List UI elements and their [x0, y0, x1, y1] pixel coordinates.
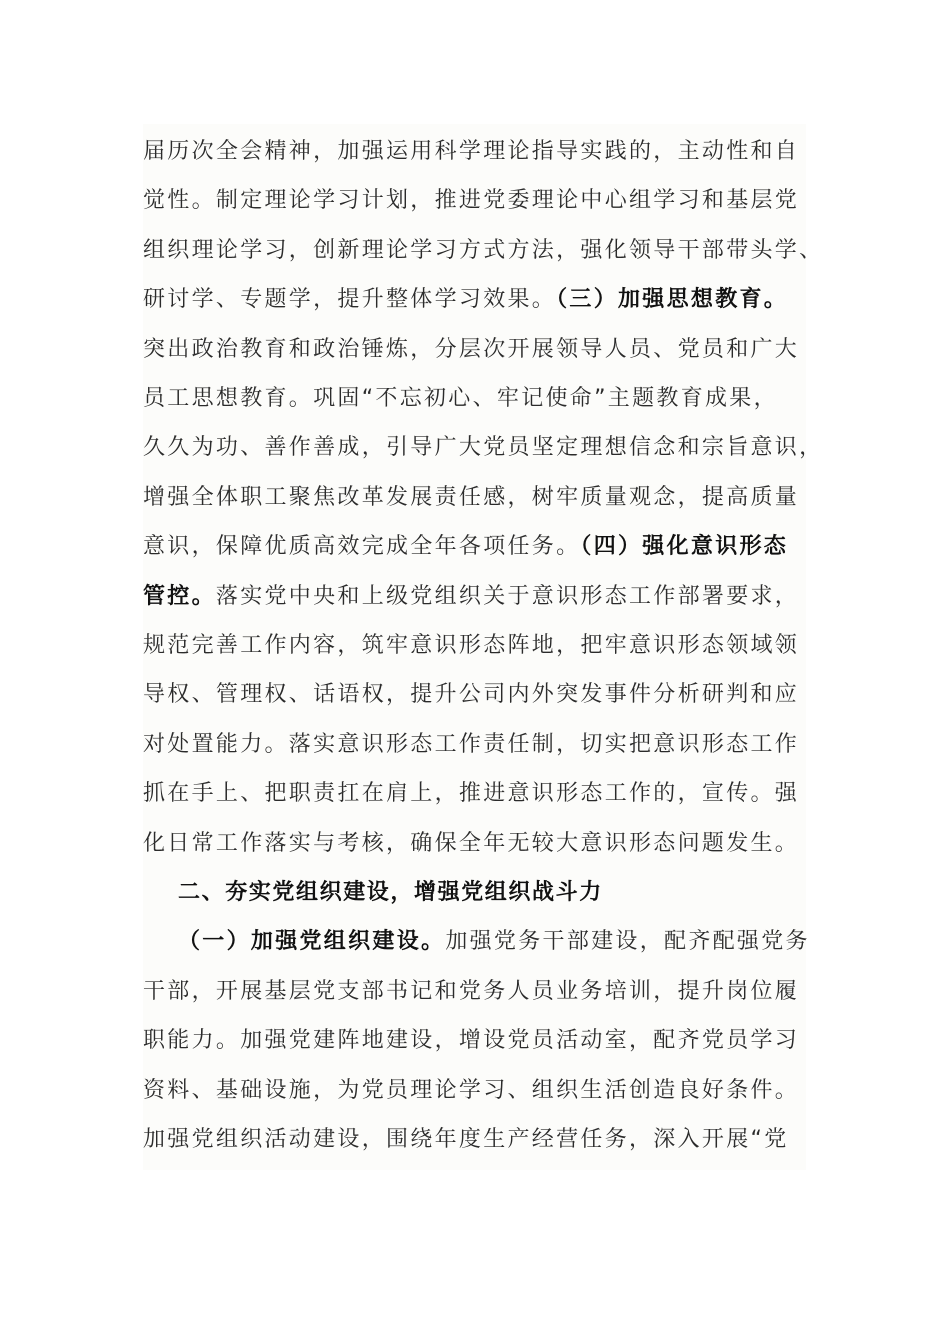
- text-run: 觉性。制定理论学习计划，推进党委理论中心组学习和基层党: [143, 188, 800, 214]
- paragraph-line: [178, 916, 810, 968]
- text-run: 届历次全会精神，加强运用科学理论指导实践的，主动性和自: [143, 139, 800, 164]
- text-run: 资料、基础设施，为党员理论学习、组织生活创造良好条件。: [143, 1077, 800, 1103]
- paragraph-line: [143, 669, 799, 721]
- text-run: 对处置能力。落实意识形态工作责任制，切实把意识形态工作: [143, 731, 800, 757]
- paragraph-line: [143, 571, 799, 623]
- text-run: 突出政治教育和政治锤炼，分层次开展领导人员、党员和广大: [143, 336, 800, 362]
- paragraph-line: [143, 1065, 799, 1117]
- bold-text-run: （一）加强党组织建设。: [178, 929, 446, 955]
- paragraph-line: [143, 175, 799, 227]
- bold-text-run: （四）强化意识形态: [580, 534, 789, 560]
- section-heading: [178, 867, 603, 919]
- text-run: 久久为功、善作善成，引导广大党员坚定理想信念和宗旨意识，: [143, 435, 824, 461]
- text-run: 员工思想教育。巩固“不忘初心、牢记使命”主题教育成果，: [143, 386, 778, 411]
- paragraph-line: [143, 274, 788, 326]
- paragraph-line: [143, 422, 823, 474]
- text-run: 职能力。加强党建阵地建设，增设党员活动室，配齐党员学习: [143, 1028, 800, 1054]
- paragraph-line: [143, 620, 799, 672]
- paragraph-line: [143, 1015, 799, 1067]
- paragraph-line: [143, 768, 799, 820]
- text-run: 抓在手上、把职责扛在肩上，推进意识形态工作的，宣传。强: [143, 781, 800, 807]
- text-run: 加强党务干部建设，配齐配强党务: [445, 929, 810, 955]
- paragraph-line: [143, 324, 799, 376]
- paragraph-line: [143, 818, 799, 870]
- paragraph-line: [143, 126, 799, 178]
- text-run: 增强全体职工聚焦改革发展责任感，树牢质量观念，提高质量: [143, 484, 800, 510]
- paragraph-line: [143, 521, 788, 573]
- text-run: 导权、管理权、话语权，提升公司内外突发事件分析研判和应: [143, 682, 800, 708]
- text-run: 研讨学、专题学，提升整体学习效果。: [143, 287, 557, 313]
- text-run: 落实党中央和上级党组织关于意识形态工作部署要求，: [215, 583, 800, 609]
- paragraph-line: [143, 966, 799, 1018]
- paragraph-line: [143, 225, 823, 277]
- paragraph-line: [143, 1114, 789, 1166]
- text-run: 加强党组织活动建设，围绕年度生产经营任务，深入开展“党: [143, 1127, 789, 1152]
- paragraph-line: [143, 719, 799, 771]
- text-run: 组织理论学习，创新理论学习方式方法，强化领导干部带头学、: [143, 237, 824, 263]
- bold-text-run: 管控。: [143, 583, 216, 609]
- text-run: 干部，开展基层党支部书记和党务人员业务培训，提升岗位履: [143, 978, 800, 1004]
- paragraph-line: [143, 373, 778, 425]
- text-run: 化日常工作落实与考核，确保全年无较大意识形态问题发生。: [143, 830, 800, 856]
- text-run: 意识，保障优质高效完成全年各项任务。: [143, 534, 581, 560]
- paragraph-line: [143, 472, 799, 524]
- body-text: [143, 124, 824, 1170]
- bold-text-run: 二、夯实党组织建设，增强党组织战斗力: [178, 880, 603, 905]
- text-run: 规范完善工作内容，筑牢意识形态阵地，把牢意识形态领域领: [143, 633, 800, 658]
- bold-text-run: （三）加强思想教育。: [556, 287, 789, 313]
